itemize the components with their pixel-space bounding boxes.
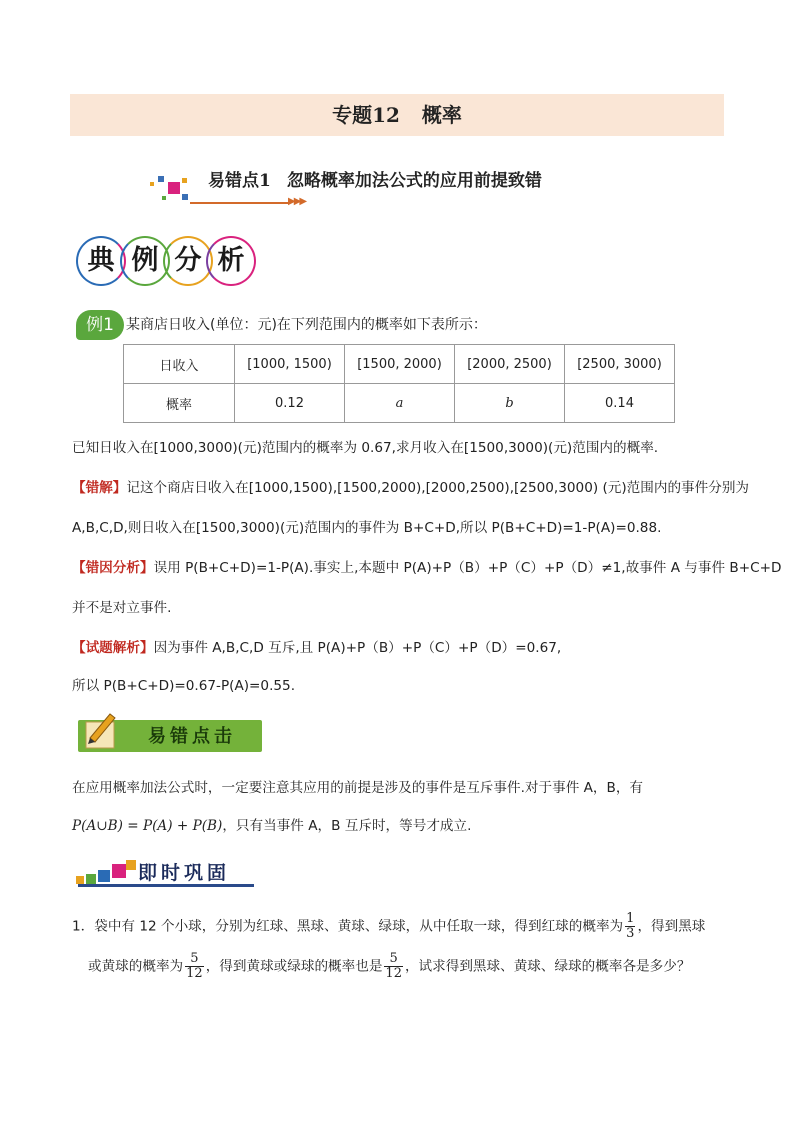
heading-underline (190, 202, 290, 204)
fraction-one-third: $\frac{1}{3}$ (626, 911, 635, 941)
table-cell: b (455, 384, 565, 423)
arrow-right-icon: ▶▶▶ (288, 196, 306, 207)
title-topic-name: 概率 (421, 103, 462, 127)
solution-line1 (72, 636, 561, 656)
table-cell: a (345, 384, 455, 423)
example-intro: 某商店日收入(单位：元)在下列范围内的概率如下表所示： (126, 317, 487, 333)
wrong-solution-text: 记这个商店日收入在[1000,1500),[1500,2000),[2000,2500),[2500,3000) (元)范围内的事件分别为 (126, 480, 750, 496)
error-analysis-line2: 并不是对立事件. (72, 600, 172, 616)
problem-line2 (88, 952, 690, 981)
practice-banner-text: 即时巩固 (138, 862, 231, 884)
error-analysis-line1 (72, 556, 781, 576)
fraction-five-twelfths: $\frac{5}{12}$ (186, 951, 203, 981)
problem-number: 1． (72, 918, 95, 935)
tip-line2 (72, 814, 471, 834)
header-char-3: 分 (163, 236, 213, 286)
wrong-solution-tag: 【错解】 (72, 480, 127, 496)
wrong-solution-line1 (72, 476, 749, 496)
table-row-label: 概率 (124, 384, 235, 423)
problem-line1 (72, 912, 705, 941)
example-badge: 例1 (76, 310, 124, 340)
error-analysis-tag: 【错因分析】 (72, 560, 154, 576)
example-question: 已知日收入在[1000,3000)(元)范围内的概率为 0.67,求月收入在[1500,3000)(元)范围内的概率. (72, 440, 659, 456)
table-row (124, 345, 675, 384)
table-cell: 0.12 (235, 384, 345, 423)
problem-text: 袋中有 12 个小球，分别为红球、黑球、黄球、绿球，从中任取一球，得到红球的概率为 (94, 918, 624, 935)
pencil-icon (82, 708, 122, 754)
tip-formula: P(A∪B) = P(A) + P(B) (72, 818, 223, 834)
decor-squares-icon (150, 174, 190, 204)
problem-text: ，得到黄球或绿球的概率也是 (205, 958, 383, 975)
section-heading (208, 166, 542, 191)
practice-squares-icon (76, 860, 136, 886)
table-header-cell: [2000, 2500) (455, 345, 565, 384)
fraction-five-twelfths: $\frac{5}{12}$ (385, 951, 402, 981)
practice-underline (78, 884, 254, 887)
title-topic-number: 专题12 (332, 103, 400, 127)
error-analysis-text: 误用 P(B+C+D)=1-P(A).事实上,本题中 P(A)+P（B）+P（C）+P（D）≠1,故事件 A 与事件 B+C+D (153, 560, 782, 576)
tip-line2-text: ，只有当事件 A，B 互斥时，等号才成立. (222, 818, 472, 834)
title-band (70, 94, 724, 136)
problem-text: ，得到黑球 (637, 918, 706, 935)
table-header-cell: 日收入 (124, 345, 235, 384)
wrong-solution-line2: A,B,C,D,则日收入在[1500,3000)(元)范围内的事件为 B+C+D,所以 P(B+C+D)=1-P(A)=0.88. (72, 520, 662, 536)
header-char-1: 典 (76, 236, 126, 286)
table-header-cell: [1000, 1500) (235, 345, 345, 384)
problem-text: 或黄球的概率为 (88, 958, 184, 975)
page-title (70, 94, 724, 136)
solution-line2: 所以 P(B+C+D)=0.67-P(A)=0.55. (72, 678, 296, 694)
table-header-cell: [2500, 3000) (565, 345, 675, 384)
table-cell: 0.14 (565, 384, 675, 423)
table-row (124, 384, 675, 423)
problem-text: ，试求得到黑球、黄球、绿球的概率各是多少？ (404, 958, 691, 975)
header-char-2: 例 (120, 236, 170, 286)
section-label: 易错点1 (208, 171, 271, 191)
solution-text: 因为事件 A,B,C,D 互斥,且 P(A)+P（B）+P（C）+P（D）=0.67, (153, 640, 562, 656)
header-char-4: 析 (206, 236, 256, 286)
probability-table (123, 344, 675, 423)
table-header-cell: [1500, 2000) (345, 345, 455, 384)
section-text: 忽略概率加法公式的应用前提致错 (286, 171, 542, 191)
solution-tag: 【试题解析】 (72, 640, 154, 656)
tip-banner-text: 易错点击 (148, 726, 236, 747)
tip-line1: 在应用概率加法公式时，一定要注意其应用的前提是涉及的事件是互斥事件.对于事件 A，B，有 (72, 780, 644, 796)
